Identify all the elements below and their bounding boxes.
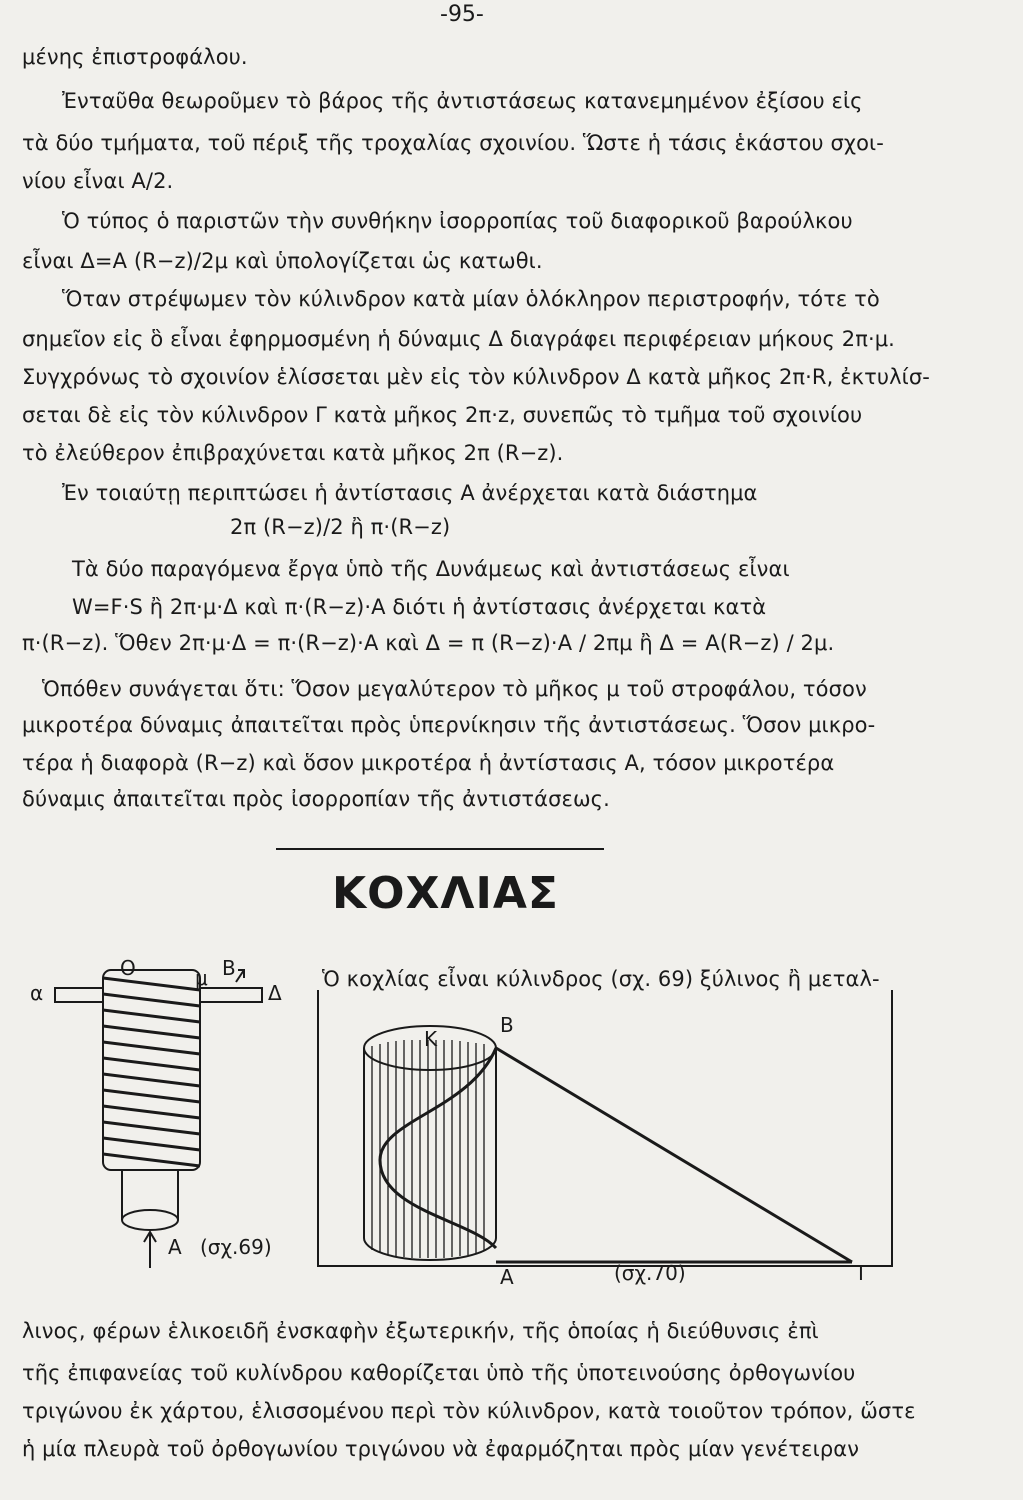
text-line: τέρα ἡ διαφορὰ (R−z) καὶ ὅσον μικροτέρα ἡ ἀντίστασις A, τόσον μικροτέρα: [22, 751, 835, 775]
text-line: λινος, φέρων ἑλικοειδῆ ἐνσκαφὴν ἐξωτερικήν, τῆς ὁποίας ἡ διεύθυνσις ἐπὶ: [22, 1319, 819, 1343]
text-line: τὰ δύο τμήματα, τοῦ πέριξ τῆς τροχαλίας σχοινίου. Ὥστε ἡ τάσις ἑκάστου σχοι-: [22, 131, 884, 155]
label-Gamma: Γ: [858, 1261, 870, 1285]
section-heading: ΚΟΧΛΙΑΣ: [332, 868, 559, 919]
text-line: τριγώνου ἐκ χάρτου, ἑλισσομένου περὶ τὸν κύλινδρον, κατὰ τοιοῦτον τρόπον, ὥστε: [22, 1399, 916, 1423]
text-line: τῆς ἐπιφανείας τοῦ κυλίνδρου καθορίζεται ὑπὸ τῆς ὑποτεινούσης ὀρθογωνίου: [22, 1361, 856, 1385]
section-divider: [276, 848, 604, 850]
text-line: μένης ἐπιστροφάλου.: [22, 45, 248, 69]
screw-shaft-right: [200, 988, 262, 1002]
label-O: O: [120, 956, 136, 980]
text-line: Ἐν τοιαύτῃ περιπτώσει ἡ ἀντίστασις A ἀνέρχεται κατὰ διάστημα: [62, 481, 758, 505]
text-line: Ὅταν στρέψωμεν τὸν κύλινδρον κατὰ μίαν ὁλόκληρον περιστροφήν, τότε τὸ: [62, 287, 880, 311]
label-B-right: B: [500, 1013, 514, 1037]
text-line: δύναμις ἀπαιτεῖται πρὸς ἰσορροπίαν τῆς ἀντιστάσεως.: [22, 787, 610, 811]
text-line: σημεῖον εἰς ὃ εἶναι ἐφηρμοσμένη ἡ δύναμις Δ διαγράφει περιφέρειαν μήκους 2π·μ.: [22, 327, 895, 351]
screw-figures: [0, 940, 1023, 1340]
page-number: -95-: [440, 2, 484, 27]
force-arrow-up: [144, 1232, 156, 1268]
text-line: Τὰ δύο παραγόμενα ἔργα ὑπὸ τῆς Δυνάμεως καὶ ἀντιστάσεως εἶναι: [72, 557, 790, 581]
figure-69: [55, 970, 262, 1268]
label-A-left: A: [168, 1235, 182, 1259]
text-line: Ὁ κοχλίας εἶναι κύλινδρος (σχ. 69) ξύλινος ἢ μεταλ-: [322, 967, 880, 991]
figure-70-caption: (σχ.70): [614, 1261, 686, 1285]
screw-base: [122, 1210, 178, 1230]
helix-curve: [380, 1048, 496, 1248]
figure-69-caption: (σχ.69): [200, 1235, 272, 1259]
label-A-right: A: [500, 1265, 514, 1289]
text-line: Συγχρόνως τὸ σχοινίον ἑλίσσεται μὲν εἰς τὸν κύλινδρον Δ κατὰ μῆκος 2π·R, ἐκτυλίσ-: [22, 365, 930, 389]
text-line: τὸ ἐλεύθερον ἐπιβραχύνεται κατὰ μῆκος 2π (R−z).: [22, 441, 564, 465]
formula-line: 2π (R−z)/2 ἢ π·(R−z): [230, 515, 451, 539]
force-arrow-B: [236, 970, 244, 982]
text-line: μικροτέρα δύναμις ἀπαιτεῖται πρὸς ὑπερνίκησιν τῆς ἀντιστάσεως. Ὅσον μικρο-: [22, 713, 876, 737]
text-line: νίου εἶναι A/2.: [22, 169, 174, 193]
screw-shaft-left: [55, 988, 103, 1002]
triangle-hypotenuse: [496, 1048, 852, 1262]
text-line: W=F·S ἢ 2π·μ·Δ καὶ π·(R−z)·A διότι ἡ ἀντίστασις ἀνέρχεται κατὰ: [72, 595, 767, 619]
figure-70: [318, 990, 892, 1266]
text-line: εἶναι Δ=A (R−z)/2μ καὶ ὑπολογίζεται ὡς κατωθι.: [22, 249, 543, 273]
text-line: Ὁπόθεν συνάγεται ὅτι: Ὅσον μεγαλύτερον τὸ μῆκος μ τοῦ στροφάλου, τόσον: [42, 677, 867, 701]
label-alpha: α: [30, 981, 44, 1005]
label-mu: μ: [195, 966, 208, 990]
label-K: K: [424, 1027, 438, 1051]
text-line: Ἐνταῦθα θεωροῦμεν τὸ βάρος τῆς ἀντιστάσεως κατανεμημένον ἐξίσου εἰς: [62, 89, 863, 113]
text-line: π·(R−z). Ὅθεν 2π·μ·Δ = π·(R−z)·A καὶ Δ = π (R−z)·A / 2πμ ἢ Δ = A(R−z) / 2μ.: [22, 631, 835, 655]
text-line: Ὁ τύπος ὁ παριστῶν τὴν συνθήκην ἰσορροπίας τοῦ διαφορικοῦ βαρούλκου: [62, 209, 853, 233]
label-Delta: Δ: [268, 981, 282, 1005]
text-line: ἡ μία πλευρὰ τοῦ ὀρθογωνίου τριγώνου νὰ ἐφαρμόζηται πρὸς μίαν γενέτειραν: [22, 1437, 860, 1461]
label-B-left: B: [222, 956, 236, 980]
text-line: σεται δὲ εἰς τὸν κύλινδρον Γ κατὰ μῆκος 2π·z, συνεπῶς τὸ τμῆμα τοῦ σχοινίου: [22, 403, 863, 427]
